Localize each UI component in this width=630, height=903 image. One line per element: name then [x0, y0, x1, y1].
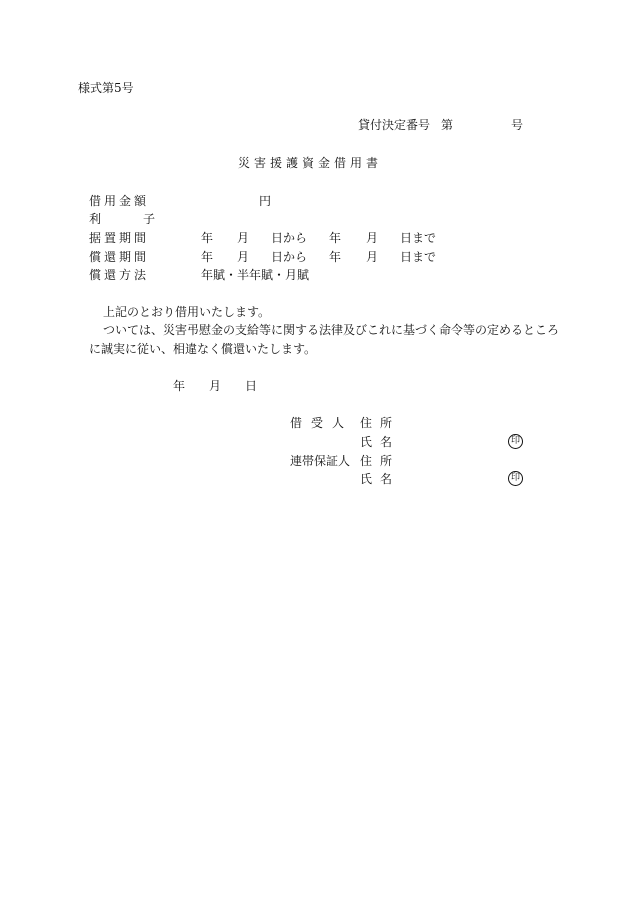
deferment-month2: 月	[366, 231, 379, 245]
deferment-day-until: 日まで	[400, 231, 437, 245]
repayment-day-from: 日から	[271, 250, 308, 264]
document-title: 災害援護資金借用書	[238, 156, 383, 170]
repayment-day-until: 日まで	[400, 250, 437, 264]
interest-label-left: 利	[89, 212, 102, 226]
repayment-method-label: 償還方法	[89, 268, 150, 282]
loan-decision-suffix: 号	[511, 118, 524, 132]
amount-unit: 円	[259, 194, 272, 208]
date-day: 日	[245, 379, 258, 393]
form-number: 様式第5号	[78, 81, 134, 95]
body-line-2: ついては、災害弔慰金の支給等に関する法律及びこれに基づく命令等の定めるところ	[103, 323, 560, 337]
guarantor-role: 連帯保証人	[290, 454, 351, 468]
amount-label: 借用金額	[89, 194, 150, 208]
repayment-year2: 年	[329, 250, 342, 264]
body-line-3: に誠実に従い、相違なく償還いたします。	[89, 342, 317, 356]
borrower-name-label: 氏名	[360, 435, 401, 449]
guarantor-address-label: 住所	[360, 454, 401, 468]
guarantor-name-label: 氏名	[360, 472, 401, 486]
borrower-address-label: 住所	[360, 416, 401, 430]
borrower-seal-mark: 印	[508, 434, 523, 449]
deferment-label: 据置期間	[89, 231, 150, 245]
repayment-method-value: 年賦・半年賦・月賦	[201, 268, 310, 282]
deferment-month: 月	[237, 231, 250, 245]
guarantor-seal-mark: 印	[508, 471, 523, 486]
date-year: 年	[173, 379, 186, 393]
body-line-1: 上記のとおり借用いたします。	[103, 305, 271, 319]
deferment-year: 年	[201, 231, 214, 245]
loan-decision-prefix: 第	[441, 118, 454, 132]
date-month: 月	[209, 379, 222, 393]
repayment-period-label: 償還期間	[89, 250, 150, 264]
interest-label-right: 子	[143, 212, 156, 226]
borrower-role: 借受人	[290, 416, 354, 430]
repayment-month: 月	[237, 250, 250, 264]
deferment-year2: 年	[329, 231, 342, 245]
repayment-year: 年	[201, 250, 214, 264]
repayment-month2: 月	[366, 250, 379, 264]
loan-decision-label: 貸付決定番号	[358, 118, 431, 132]
deferment-day-from: 日から	[271, 231, 308, 245]
